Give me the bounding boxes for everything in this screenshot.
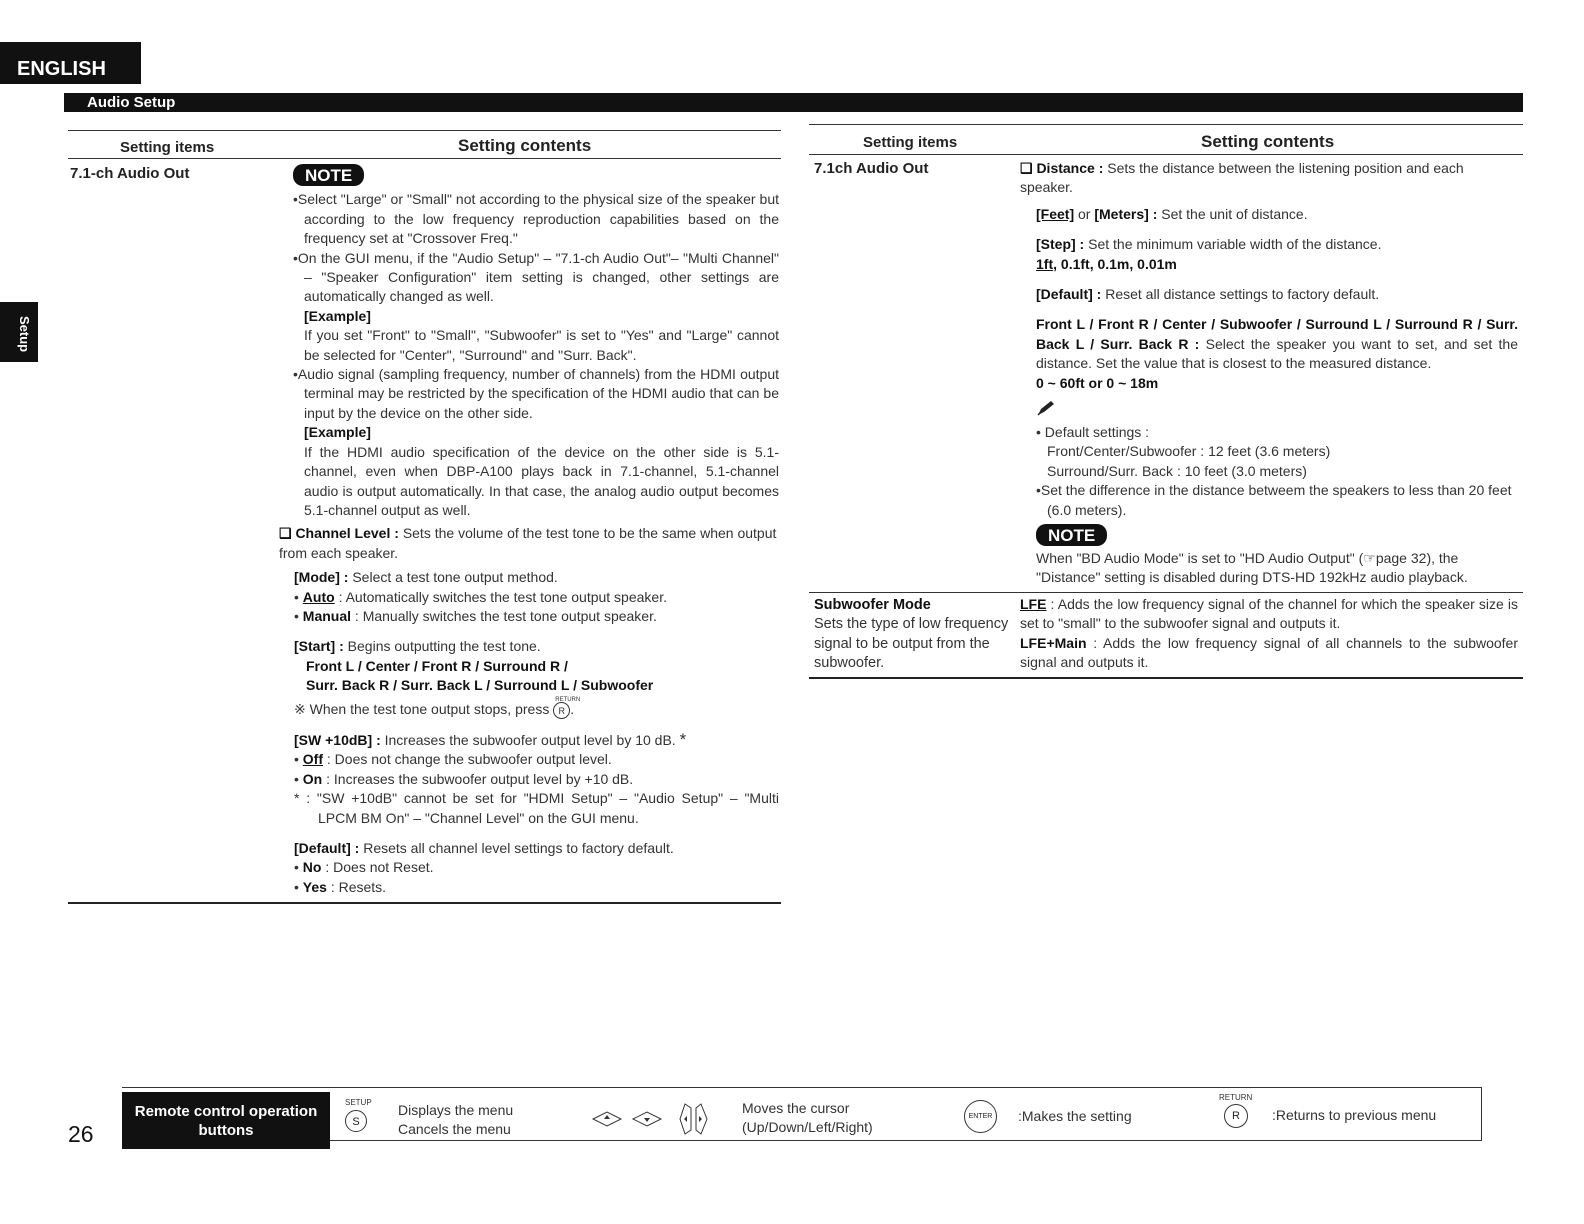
page-number: 26 <box>68 1121 94 1147</box>
step-line: [Step] : Set the minimum variable width of the distance. <box>1036 236 1382 253</box>
distance-range: 0 ~ 60ft or 0 ~ 18m <box>1036 374 1159 391</box>
left-header-rule <box>68 158 781 159</box>
side-tab-label: Setup <box>17 316 32 353</box>
left-table-top-rule <box>68 130 781 131</box>
subwoofer-mode-item <box>814 596 1009 674</box>
default-line: [Default] : Resets all channel level settings to factory default. <box>294 840 674 856</box>
distance-difference-note: •Set the difference in the distance betweem the speakers to less than 20 feet (6.0 meters). <box>1036 482 1512 518</box>
subwoofer-mode-description: Sets the type of low frequency signal to be output from the subwoofer. <box>814 616 1009 672</box>
setup-small-label: SETUP <box>345 1098 372 1107</box>
pencil-icon <box>1036 399 1518 419</box>
return-small-label: RETURN <box>1219 1093 1253 1102</box>
note-badge: NOTE <box>1036 524 1107 546</box>
right-header-rule <box>809 154 1523 155</box>
right-table-bottom-rule <box>809 677 1523 679</box>
right-default-line: [Default] : Reset all distance settings to factory default. <box>1036 286 1380 303</box>
manual-option: • Manual : Manually switches the test tone output speaker. <box>294 607 657 624</box>
stop-note: ※ When the test tone output stops, press RETURN R . <box>294 696 581 717</box>
start-line: [Start] : Begins outputting the test tone. <box>294 638 541 655</box>
mode-line: [Mode] : Select a test tone output method. <box>294 569 558 586</box>
start-sequence-1: Front L / Center / Front R / Surround R / <box>306 657 568 674</box>
default-setting-2: Surround/Surr. Back : 10 feet (3.0 meters) <box>1047 462 1307 479</box>
unit-line: [Feet] or [Meters] : Set the unit of distance. <box>1036 205 1308 222</box>
left-setting-contents <box>279 164 779 897</box>
example-text: If you set "Front" to "Small", "Subwoofer" is set to "Yes" and "Large" cannot be selected for "Center", "Surround" and "Surr. Back". <box>304 327 779 363</box>
right-table-top-rule <box>809 124 1523 125</box>
footer-top-rule <box>122 1087 1482 1088</box>
left-col-header-contents: Setting contents <box>458 136 592 155</box>
note-badge: NOTE <box>293 164 364 186</box>
language-label: ENGLISH <box>17 58 106 80</box>
sw-footnote: * : "SW +10dB" cannot be set for "HDMI Setup" – "Audio Setup" – "Multi LPCM BM On" – "Channel Level" on the GUI menu. <box>294 790 779 826</box>
auto-option: • Auto : Automatically switches the test tone output speaker. <box>294 588 667 605</box>
default-settings-heading: • Default settings : <box>1036 424 1150 441</box>
note-bullet: •Audio signal (sampling frequency, number of channels) from the HDMI output terminal may be restricted by the specification of the HDMI audio that can be input by the device on the other side. <box>293 366 779 421</box>
right-row-rule <box>809 592 1523 593</box>
language-tab <box>0 42 141 84</box>
hand-pointer-icon: ☞ <box>1363 549 1376 566</box>
right-setting-item: 7.1ch Audio Out <box>814 160 929 177</box>
section-bar <box>64 93 1523 112</box>
cursor-description: Moves the cursor (Up/Down/Left/Right) <box>742 1100 873 1135</box>
right-col-header-items: Setting items <box>863 134 958 151</box>
example-label: [Example] <box>304 424 371 441</box>
return-description: :Returns to previous menu <box>1272 1107 1437 1123</box>
right-setting-contents <box>1020 159 1518 587</box>
example-label: [Example] <box>304 307 371 324</box>
step-options: 1ft, 0.1ft, 0.1m, 0.01m <box>1036 255 1177 272</box>
section-title: Audio Setup <box>87 94 176 111</box>
setup-button-icon: S <box>345 1110 367 1132</box>
sw-line: [SW +10dB] : Increases the subwoofer output level by 10 dB. * <box>294 729 687 749</box>
lfe-option: LFE : Adds the low frequency signal of the channel for which the speaker size is set to "small" to the subwoofer signal and outputs it. <box>1020 596 1518 632</box>
right-col-header-contents: Setting contents <box>1201 132 1335 151</box>
note-bullet: •Select "Large" or "Small" not according to the physical size of the speaker but according to the low frequency reproduction capabilities based on the frequency set at "Crossover Freq." <box>293 191 779 247</box>
footer-right-rule <box>1481 1087 1482 1141</box>
default-setting-1: Front/Center/Subwoofer : 12 feet (3.6 meters) <box>1047 443 1331 460</box>
left-col-header-items: Setting items <box>120 139 215 156</box>
example-text: If the HDMI audio specification of the device on the other side is 5.1-channel, even when DBP-A100 plays back in 7.1-channel, 5.1-channel audio is output automatically. In that case, the analog audio output becomes 5.1-channel output as well. <box>304 443 779 518</box>
left-setting-item: 7.1-ch Audio Out <box>70 165 190 182</box>
subwoofer-mode-contents <box>1020 595 1518 673</box>
yes-option: • Yes : Resets. <box>294 878 387 895</box>
enter-description: :Makes the setting <box>1018 1108 1132 1124</box>
off-option: • Off : Does not change the subwoofer output level. <box>294 751 612 768</box>
side-tab <box>0 302 38 362</box>
no-option: • No : Does not Reset. <box>294 859 434 876</box>
return-button-icon: R <box>1224 1104 1248 1128</box>
right-note-text: When "BD Audio Mode" is set to "HD Audio Output" (☞page 32), the "Distance" setting is disabled during DTS-HD 192kHz audio playback. <box>1036 549 1468 585</box>
left-table-bottom-rule <box>68 902 781 904</box>
lfe-main-option: LFE+Main : Adds the low frequency signal of all channels to the subwoofer signal and outputs it. <box>1020 634 1518 671</box>
setup-description: Displays the menu Cancels the menu <box>398 1102 514 1137</box>
distance-line: ❑ Distance : Sets the distance between the listening position and each speaker. <box>1020 160 1464 196</box>
on-option: • On : Increases the subwoofer output level by +10 dB. <box>294 770 634 787</box>
return-button-icon: R <box>553 702 570 719</box>
channel-level: ❑ Channel Level : Sets the volume of the test tone to be the same when output from each speaker. <box>279 525 777 561</box>
note-bullet: •On the GUI menu, if the "Audio Setup" – "7.1-ch Audio Out"– "Multi Channel" – "Speaker Configuration" item setting is changed, other settings are automatically changed as well. <box>293 249 779 305</box>
cursor-buttons-icon <box>590 1100 725 1145</box>
footer-title: Remote control operation buttons <box>122 1092 330 1149</box>
enter-button-icon: ENTER <box>964 1100 997 1133</box>
start-sequence-2: Surr. Back R / Surr. Back L / Surround L / Subwoofer <box>306 677 654 694</box>
speakers-line: Front L / Front R / Center / Subwoofer / Surround L / Surround R / Surr. Back L / Surr. Back R : Select the speaker you want to set, and set the distance. Set the value that is closest to the measured distance. <box>1036 316 1519 372</box>
subwoofer-mode-label: Subwoofer Mode <box>814 597 931 613</box>
